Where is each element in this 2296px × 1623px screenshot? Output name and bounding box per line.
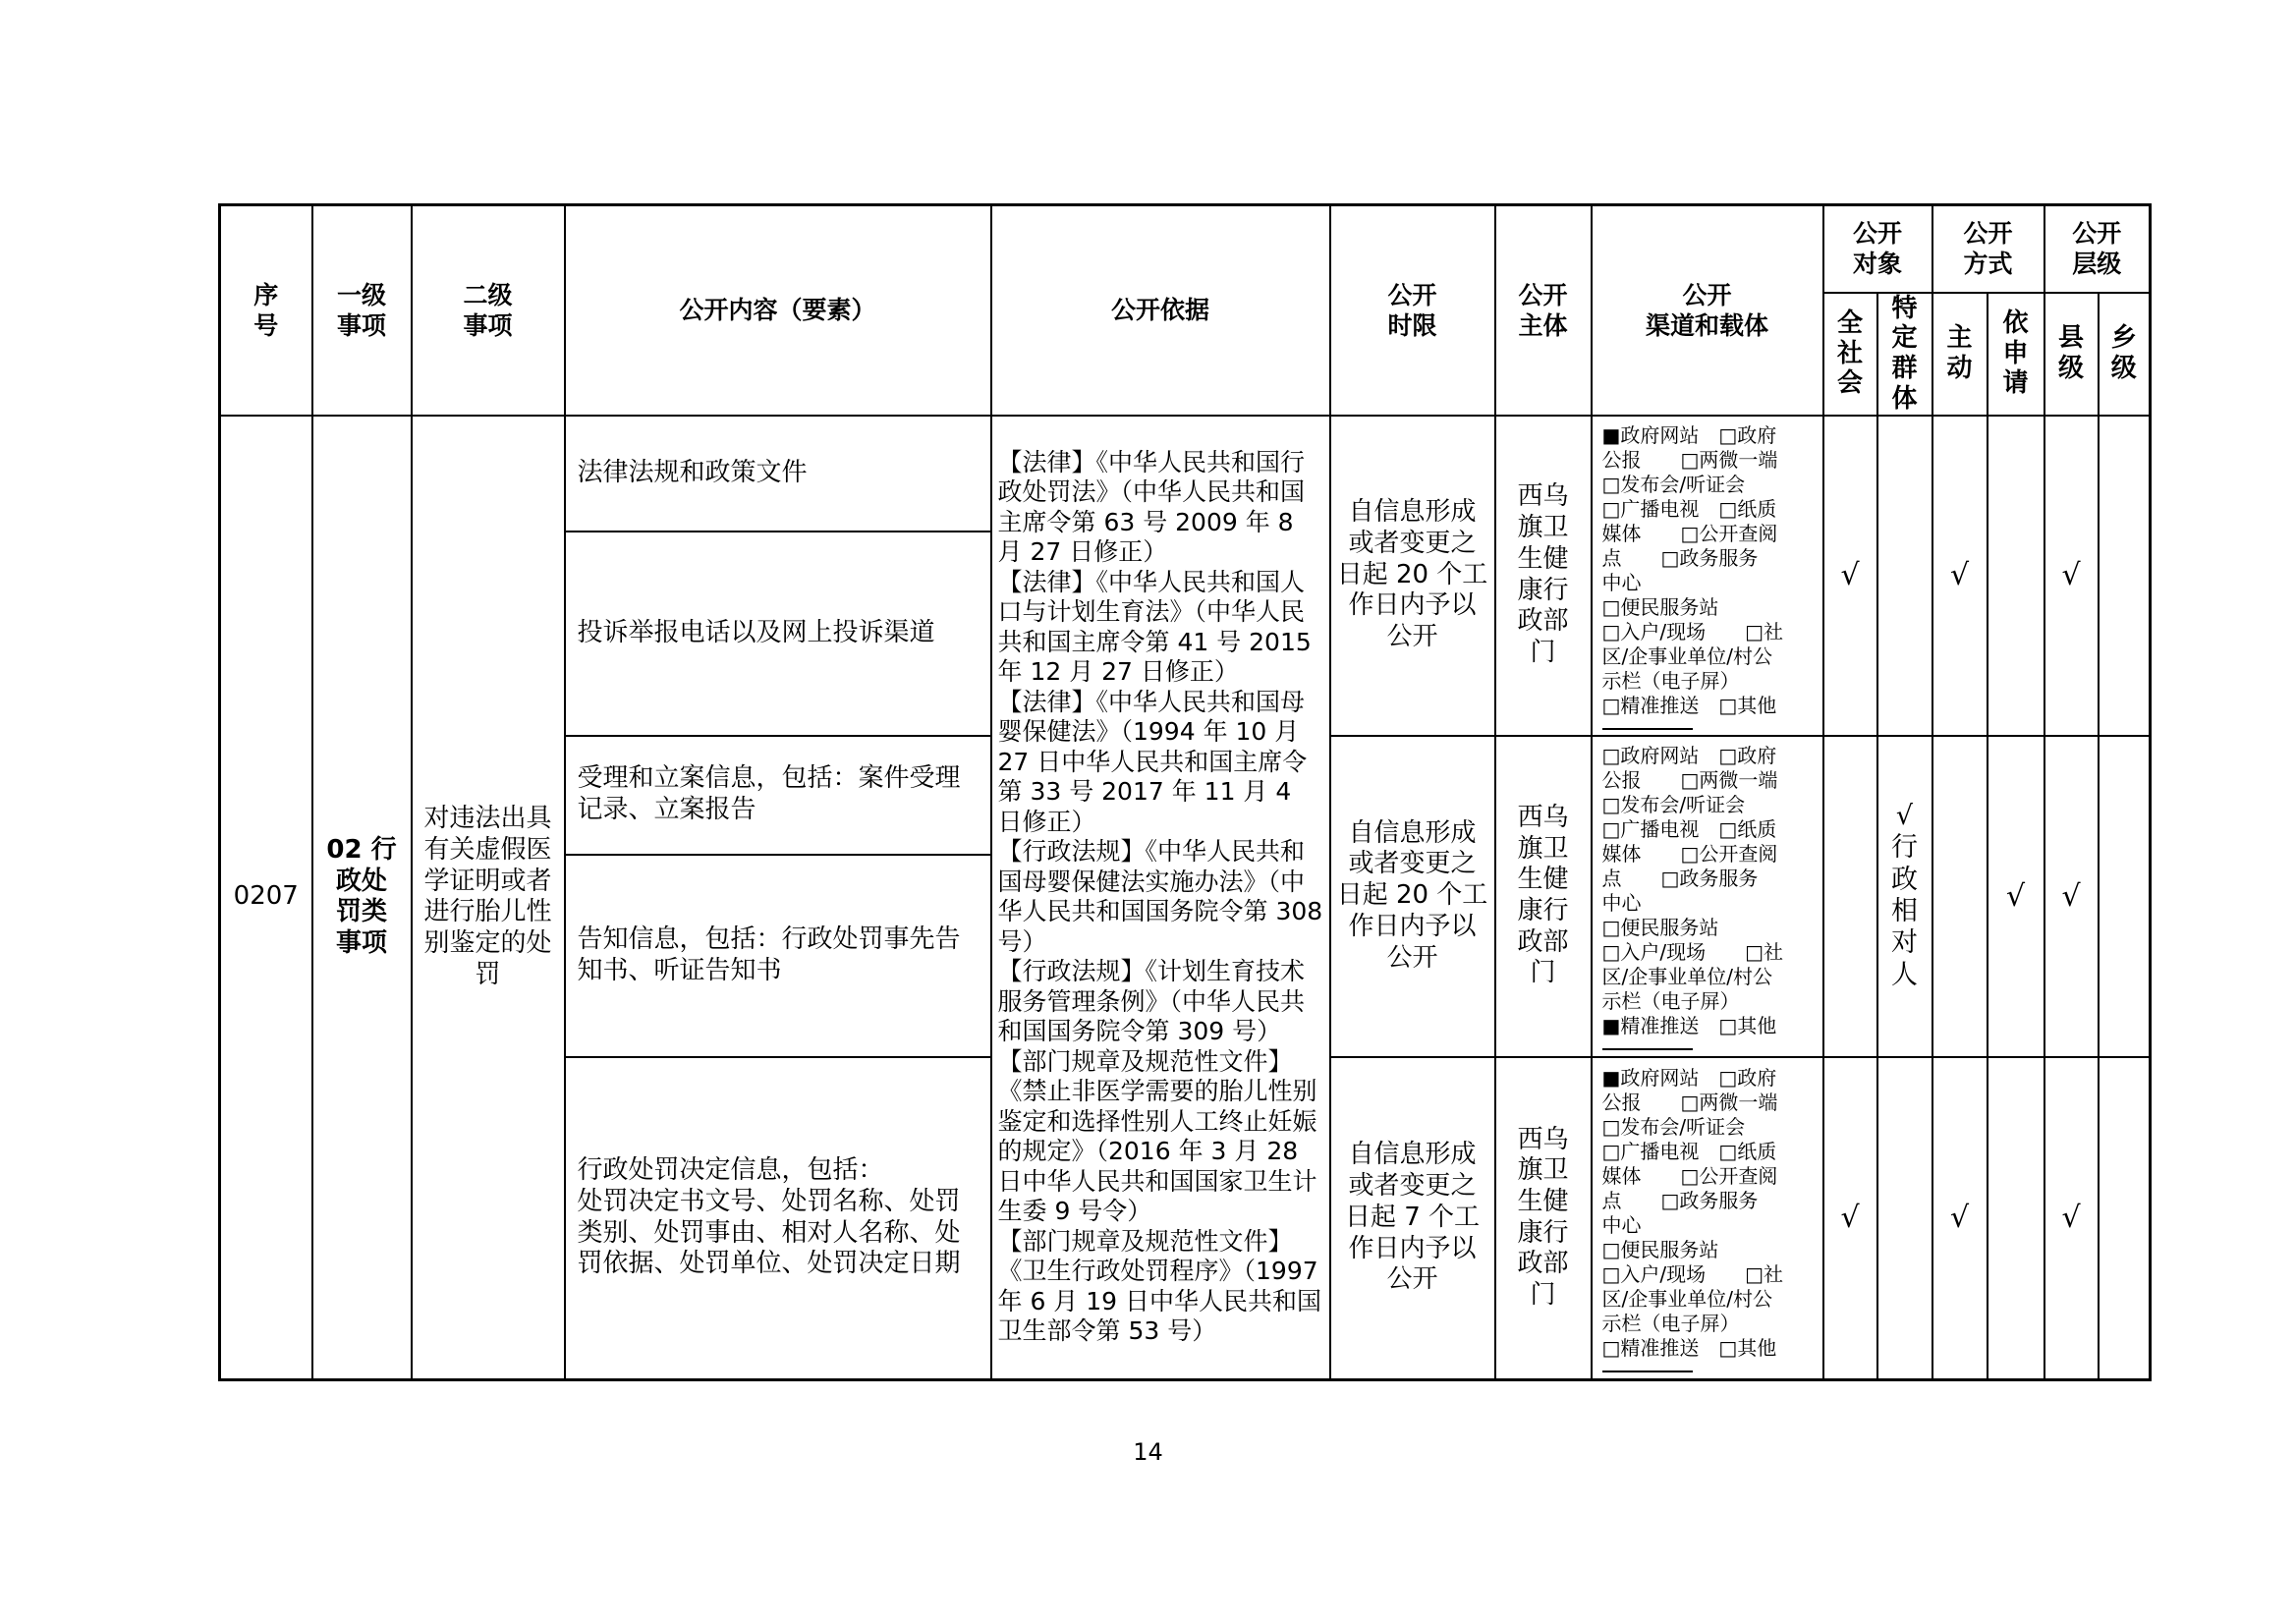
content-item: 行政处罚决定信息，包括： 处罚决定书文号、处罚名称、处罚类别、处罚事由、相对人名称、处罚依据、处罚单位、处罚决定日期 bbox=[565, 1057, 991, 1380]
check-target-all: √ bbox=[1823, 1057, 1877, 1380]
header-level2: 二级 事项 bbox=[412, 205, 565, 416]
check-layer-county: √ bbox=[2044, 416, 2099, 736]
check-layer-township bbox=[2099, 1057, 2151, 1380]
check-method-apply: √ bbox=[1988, 736, 2044, 1057]
row-level2: 对违法出具 有关虚假医 学证明或者 进行胎儿性 别鉴定的处 罚 bbox=[412, 416, 565, 1380]
check-target-specific bbox=[1877, 416, 1932, 736]
check-target-specific: √ 行 政 相 对 人 bbox=[1877, 736, 1932, 1057]
header-content: 公开内容（要素） bbox=[565, 205, 991, 416]
disclosure-table bbox=[218, 203, 2152, 1381]
header-channel: 公开 渠道和载体 bbox=[1592, 205, 1823, 416]
content-item: 投诉举报电话以及网上投诉渠道 bbox=[565, 532, 991, 736]
check-layer-township bbox=[2099, 416, 2151, 736]
header-subject: 公开 主体 bbox=[1495, 205, 1592, 416]
channel-text: ■政府网站 □政府 公报 □两微一端 □发布会/听证会 □广播电视 □纸质 媒体 □公开查阅 点 □政务服务 中心 □便民服务站 □入户/现场 □社 区/企事业单位/村公 示栏（电子屏） □精准推送 □其他 bbox=[1601, 422, 1784, 717]
content-item: 法律法规和政策文件 bbox=[565, 416, 991, 532]
header-level1: 一级 事项 bbox=[312, 205, 412, 416]
check-layer-county: √ bbox=[2044, 1057, 2099, 1380]
content-item: 受理和立案信息，包括：案件受理记录、立案报告 bbox=[565, 736, 991, 855]
channel-underline bbox=[1602, 1048, 1693, 1050]
channel-list bbox=[1592, 736, 1823, 1057]
header-method-apply: 依 申 请 bbox=[1988, 293, 2044, 416]
page-number: 14 bbox=[1133, 1438, 1163, 1466]
check-method-apply bbox=[1988, 1057, 2044, 1380]
row-level1: 02 行 政处 罚类 事项 bbox=[312, 416, 412, 1380]
subject: 西乌 旗卫 生健 康行 政部 门 bbox=[1495, 736, 1592, 1057]
check-target-specific bbox=[1877, 1057, 1932, 1380]
row-seq: 0207 bbox=[220, 416, 312, 1380]
header-method-active: 主 动 bbox=[1932, 293, 1988, 416]
header-basis: 公开依据 bbox=[991, 205, 1330, 416]
check-method-active: √ bbox=[1932, 1057, 1988, 1380]
channel-list bbox=[1592, 416, 1823, 736]
channel-text: ■政府网站 □政府 公报 □两微一端 □发布会/听证会 □广播电视 □纸质 媒体 □公开查阅 点 □政务服务 中心 □便民服务站 □入户/现场 □社 区/企事业单位/村公 示栏（电子屏） □精准推送 □其他 bbox=[1601, 1065, 1784, 1360]
check-layer-township bbox=[2099, 736, 2151, 1057]
check-target-all bbox=[1823, 736, 1877, 1057]
time-limit: 自信息形成 或者变更之 日起 7 个工 作日内予以 公开 bbox=[1330, 1057, 1495, 1380]
channel-text: □政府网站 □政府 公报 □两微一端 □发布会/听证会 □广播电视 □纸质 媒体 □公开查阅 点 □政务服务 中心 □便民服务站 □入户/现场 □社 区/企事业单位/村公 示栏（电子屏） ■精准推送 □其他 bbox=[1601, 744, 1784, 1037]
header-target-specific: 特 定 群 体 bbox=[1877, 293, 1932, 416]
header-time-limit: 公开 时限 bbox=[1330, 205, 1495, 416]
header-layer-township: 乡 级 bbox=[2099, 293, 2151, 416]
header-target-all: 全 社 会 bbox=[1823, 293, 1877, 416]
header-method: 公开 方式 bbox=[1932, 205, 2044, 293]
check-target-all: √ bbox=[1823, 416, 1877, 736]
subject: 西乌 旗卫 生健 康行 政部 门 bbox=[1495, 416, 1592, 736]
channel-underline bbox=[1602, 1371, 1693, 1372]
header-layer: 公开 层级 bbox=[2044, 205, 2151, 293]
header-seq: 序 号 bbox=[220, 205, 312, 416]
header-target: 公开 对象 bbox=[1823, 205, 1932, 293]
check-layer-county: √ bbox=[2044, 736, 2099, 1057]
subject: 西乌 旗卫 生健 康行 政部 门 bbox=[1495, 1057, 1592, 1380]
channel-list bbox=[1592, 1057, 1823, 1380]
check-method-active bbox=[1932, 736, 1988, 1057]
check-method-apply bbox=[1988, 416, 2044, 736]
header-layer-county: 县 级 bbox=[2044, 293, 2099, 416]
content-item: 告知信息，包括：行政处罚事先告知书、听证告知书 bbox=[565, 855, 991, 1057]
check-method-active: √ bbox=[1932, 416, 1988, 736]
channel-underline bbox=[1602, 728, 1693, 730]
row-basis: 【法律】《中华人民共和国行政处罚法》（中华人民共和国主席令第 63 号 2009 年 8 月 27 日修正） 【法律】《中华人民共和国人口与计划生育法》（中华人民共和国主席令第 41 号 2015 年 12 月 27 日修正） 【法律】《中华人民共和国母婴保健法》（1994 年 10 月 27 日中华人民共和国主席令第 33 号 2017 年 11 月 4 日修正） 【行政法规】《中华人民共和国母婴保健法实施办法》（中华人民共和国国务院令第 308 号） 【行政法规】《计划生育技术服务管理条例》（中华人民共和国国务院令第 309 号） 【部门规章及规范性文件】《禁止非医学需要的胎儿性别鉴定和选择性别人工终止妊娠的规定》（2016 年 3 月 28 日中华人民共和国国家卫生计生委 9 号令） 【部门规章及规范性文件】《卫生行政处罚程序》（1997 年 6 月 19 日中华人民共和国卫生部令第 53 号） bbox=[991, 416, 1330, 1380]
time-limit: 自信息形成 或者变更之 日起 20 个工 作日内予以 公开 bbox=[1330, 736, 1495, 1057]
time-limit: 自信息形成 或者变更之 日起 20 个工 作日内予以 公开 bbox=[1330, 416, 1495, 736]
